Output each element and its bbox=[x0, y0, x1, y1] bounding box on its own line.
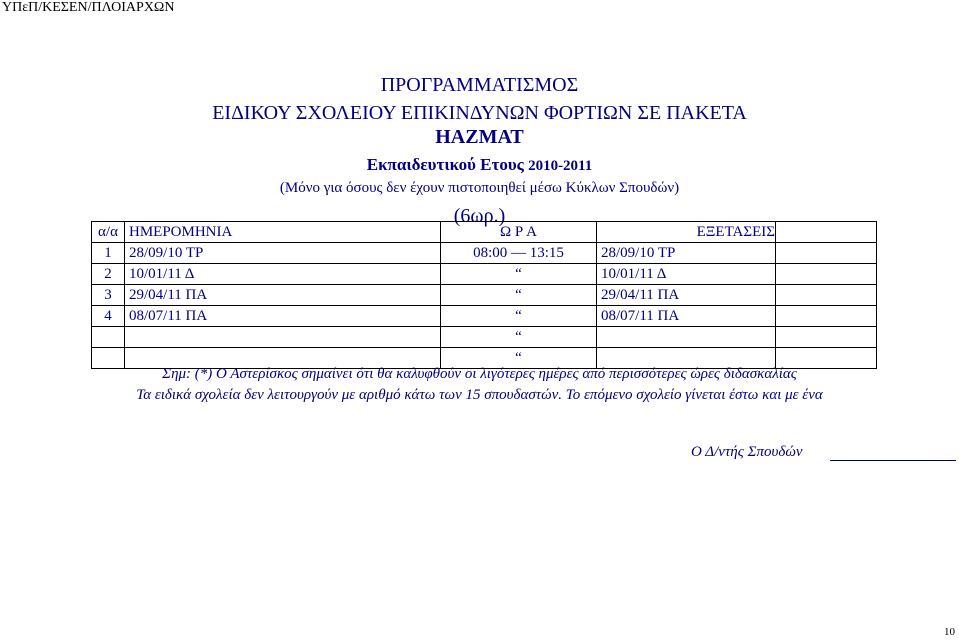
header-cell-date: ΗΜΕΡΟΜΗΝΙΑ bbox=[125, 222, 441, 243]
row-cell-extra bbox=[776, 306, 877, 327]
row-cell-index: 4 bbox=[92, 306, 125, 327]
schedule-table bbox=[91, 221, 877, 369]
row-cell-index: 1 bbox=[92, 243, 125, 264]
row-cell-extra bbox=[776, 285, 877, 306]
title-eligibility-note: (Μόνο για όσους δεν έχουν πιστοποιηθεί μέσω Κύκλων Σπουδών) bbox=[279, 180, 680, 196]
row-cell-date: 10/01/11 Δ bbox=[125, 264, 441, 285]
title-year-value: 2010-2011 bbox=[528, 158, 593, 174]
document-header-label: ΥΠεΠ/ΚΕΣΕΝ/ΠΛΟΙΑΡΧΩΝ bbox=[2, 0, 175, 15]
row-cell-date: 29/04/11 ΠΑ bbox=[125, 285, 441, 306]
row-cell-extra bbox=[776, 264, 877, 285]
row-cell-time: “ bbox=[441, 327, 597, 348]
row-cell-exam: 29/04/11 ΠΑ bbox=[597, 285, 776, 306]
table-header-row bbox=[92, 222, 877, 243]
signature-label: Ο Δ/ντής Σπουδών bbox=[691, 444, 803, 460]
row-cell-extra bbox=[776, 243, 877, 264]
row-cell-date: 28/09/10 ΤΡ bbox=[125, 243, 441, 264]
note-minimum-students: Τα ειδικά σχολεία δεν λειτουργούν με αριθμό κάτω των 15 σπουδαστών. Το επόμενο σχολείο γίνεται έστω και με ένα bbox=[136, 387, 823, 403]
table-row bbox=[92, 285, 877, 306]
row-cell-index bbox=[92, 327, 125, 348]
row-cell-exam: 08/07/11 ΠΑ bbox=[597, 306, 776, 327]
header-cell-index: α/α bbox=[92, 222, 125, 243]
title-year-label: Εκπαιδευτικού Ετους bbox=[366, 155, 524, 174]
row-cell-time: “ bbox=[441, 306, 597, 327]
title-academic-year bbox=[0, 155, 959, 175]
row-cell-exam bbox=[597, 327, 776, 348]
table-row bbox=[92, 264, 877, 285]
header-cell-time: Ω Ρ Α bbox=[441, 222, 597, 243]
row-cell-extra bbox=[776, 327, 877, 348]
header-cell-exams: ΕΞΕΤΑΣΕΙΣ bbox=[597, 222, 776, 243]
title-school-name: ΕΙΔΙΚΟΥ ΣΧΟΛΕΙΟΥ ΕΠΙΚΙΝΔΥΝΩΝ ΦΟΡΤΙΩΝ ΣΕ ΠΑΚΕΤΑ bbox=[212, 102, 747, 124]
row-cell-date: 08/07/11 ΠΑ bbox=[125, 306, 441, 327]
table-row bbox=[92, 243, 877, 264]
title-programming: ΠΡΟΓΡΑΜΜΑΤΙΣΜΟΣ bbox=[380, 74, 579, 96]
row-cell-time: “ bbox=[441, 285, 597, 306]
row-cell-date bbox=[125, 327, 441, 348]
page-number: 10 bbox=[944, 626, 955, 638]
table-row bbox=[92, 327, 877, 348]
row-cell-index: 3 bbox=[92, 285, 125, 306]
header-cell-exams-extra bbox=[776, 222, 877, 243]
row-cell-index: 2 bbox=[92, 264, 125, 285]
signature-line bbox=[830, 460, 956, 461]
note-asterisk: Σημ: (*) Ο Αστερίσκος σημαίνει ότι θα καλυφθούν οι λιγότερες ημέρες από περισσότερες ώρες διδασκαλίας bbox=[162, 366, 797, 382]
title-hazmat: HAZMAT bbox=[435, 126, 524, 148]
row-cell-exam: 10/01/11 Δ bbox=[597, 264, 776, 285]
row-cell-time: “ bbox=[441, 264, 597, 285]
table-row bbox=[92, 306, 877, 327]
title-duration: (6ωρ.) bbox=[453, 205, 506, 227]
row-cell-exam: 28/09/10 ΤΡ bbox=[597, 243, 776, 264]
row-cell-time: “ bbox=[441, 348, 597, 369]
row-cell-time: 08:00 — 13:15 bbox=[441, 243, 597, 264]
